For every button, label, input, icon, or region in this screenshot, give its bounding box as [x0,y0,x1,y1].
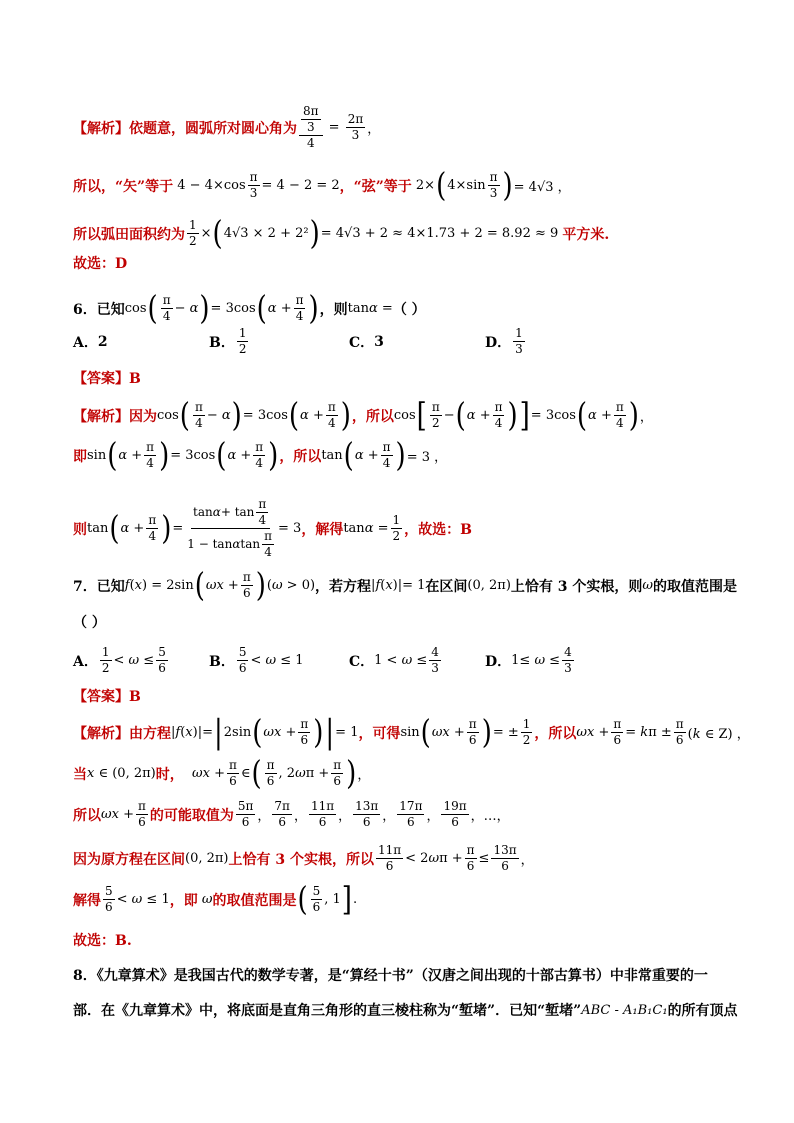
option-label: A． [73,653,98,670]
question-7-blank [73,612,106,632]
answer-7 [73,686,141,706]
question-7: 7．已知 f(x) = 2sin ( ωx + $\frac{\pi}{6}$ ) (ω > 0) ，若方程 |f(x)|= 1 在区间 (0, 2π) 上恰有 3 个实根，则 ω 的取值范围是 [73,566,738,605]
question-6-then: ，则 [319,301,348,318]
solution-6-then: 则 [73,521,87,538]
option-value: 2 [97,334,108,350]
answer-6 [73,368,141,388]
question-7-text: 7．已知 [73,578,125,595]
angle-fraction: $\frac{\frac{8\pi}{3}}{4}$ [299,104,323,151]
solution-6-line-1: 【解析】因为 cos ( $\frac{\pi}{4}$ − α ) = 3cos ( α + $\frac{\pi}{4}$ ) ，所以 cos [ $\frac{\pi}{2}$ − ( α + $\frac{\pi}{4}$ ) ] = 3cos ( α + $\frac{\pi}{4}$ ) ， [73,396,653,435]
solution-7-so: ，所以 [534,725,577,742]
solution-7-line-2: 当 x ∈ (0, 2π) 时， ωx + $\frac{\pi}{6}$ ∈ ( $\frac{\pi}{6}$ , 2ωπ + $\frac{\pi}{6}$ ) ， [73,754,371,793]
solution-7-exactly: 上恰有 3 个实根，所以 [228,851,374,868]
chord-text: ，“弦”等于 [339,178,412,195]
solution-6-so: ，所以 [351,408,394,425]
solution-5-area-line: 所以弧田面积约为 $\frac{1}{2}$ × ( 4√3 × 2 + 2² ) = 4√3 + 2 ≈ 4×1.73 + 2 = 8.92 ≈ 9 平方米. [73,214,610,253]
question-8-text-2: 部．在《九章算术》中，将底面是直角三角形的直三棱柱称为“堑堵”．已知“堑堵” [73,1003,582,1019]
question-7-paren: （ ） [73,615,106,631]
option-label: B． [209,653,235,670]
option-fraction: $\frac{1}{3}$ [515,326,523,356]
question-7-interval: 在区间 [425,578,468,595]
option-label: C． [349,653,375,670]
option-6-c[interactable] [349,332,384,352]
solution-6-that-is: 即 [73,448,87,465]
area-unit: 平方米. [562,226,610,243]
question-7-range: 的取值范围是 [653,578,738,595]
solution-7-solve: 解得 [73,892,101,909]
question-6: 6．已知 cos ( $\frac{\pi}{4}$ − α ) = 3cos ( α + $\frac{\pi}{4}$ ) ，则 tanα = （ ） [73,289,426,328]
option-label: D． [485,334,512,351]
option-6-a[interactable] [73,332,108,352]
question-8-text-3: 的所有顶点 [667,1003,738,1019]
solution-5-intro: 【解析】依题意，圆弧所对圆心角为 [73,120,297,137]
solution-7-get: ，可得 [358,725,401,742]
question-8-text-1: 8．《九章算术》是我国古代的数学专著，是“算经十书”（汉唐之间出现的十部古算书）中非常重要的一 [73,968,708,984]
option-7-a[interactable]: A． $\frac{1}{2}$ < ω ≤ $\frac{5}{6}$ [73,645,166,675]
solution-5-arrow-chord-line: 所以，“矢”等于 4 − 4×cos $\frac{\pi}{3}$ = 4 − 2 = 2 ，“弦”等于 2× ( 4×sin $\frac{\pi}{3}$ ) = 4√3 ， [73,166,571,205]
question-6-text: 6．已知 [73,301,125,318]
solution-5-answer [73,253,127,273]
arrow-text: 所以，“矢”等于 [73,178,174,195]
question-8-line-1 [73,965,708,985]
solution-5-angle-line: 【解析】依题意，圆弧所对圆心角为 $\frac{\frac{8\pi}{3}}{4}$ = $\frac{2\pi}{3}$ ， [73,104,381,150]
answer-7-text: 【答案】B [73,689,141,705]
question-8-line-2: 部．在《九章算术》中，将底面是直角三角形的直三棱柱称为“堑堵”．已知“堑堵” ABC - A₁B₁C₁ 的所有顶点 [73,1000,738,1020]
option-label: A． [73,335,98,351]
option-7-b[interactable]: B． $\frac{5}{6}$ < ω ≤ 1 [209,645,304,675]
question-7-roots: 上恰有 3 个实根，则 [510,578,643,595]
solution-6-solve: ，解得 [301,521,344,538]
solution-7-line-5: 解得 $\frac{5}{6}$ < ω ≤ 1 ，即 ω 的取值范围是 ( $\frac{5}{6}$ , 1 ] . [73,880,358,919]
question-7-if: ，若方程 [315,578,372,595]
option-7-c[interactable]: C． 1 < ω ≤ $\frac{4}{3}$ [349,645,439,675]
answer-6-text: 【答案】B [73,371,141,387]
solution-7-line-4: 因为原方程在区间 (0, 2π) 上恰有 3 个实根，所以 $\frac{11\pi}{6}$ < 2ωπ + $\frac{\pi}{6}$ ≤ $\frac{13\pi}{6}$ ， [73,843,534,873]
solution-6-choose: ，故选：B [404,521,472,538]
question-6-blank: （ ） [392,301,426,318]
choose-d: 故选：D [73,256,128,272]
solution-6-intro: 【解析】因为 [73,408,157,425]
solution-7-answer [73,930,132,950]
solution-7-intro: 【解析】由方程 [73,725,171,742]
area-text: 所以弧田面积约为 [73,226,185,243]
option-value: 3 [374,334,384,350]
option-label: C． [349,335,375,351]
solution-7-possible: 的可能取值为 [149,807,234,824]
solution-6-line-2: 即 sin ( α + $\frac{\pi}{4}$ ) = 3cos ( α + $\frac{\pi}{4}$ ) ，所以 tan ( α + $\frac{\pi}{4}$ ) = 3 ， [73,436,448,475]
solution-6-so-2: ，所以 [279,448,322,465]
solution-7-line-1: 【解析】由方程 |f(x)|= | 2sin ( ωx + $\frac{\pi}{6}$ ) | = 1 ，可得 sin ( ωx + $\frac{\pi}{6}$ ) = ± $\frac{1}{2}$ ，所以 ωx + $\frac{\pi}{6}$ = kπ ± $\frac{\pi}{6}$ (k ∈ Z) ， [73,713,750,752]
tan-sum-fraction: tan α + tan $\frac{\pi}{4}$ 1 − tan α tan $\frac{\pi}{4}$ [187,497,273,559]
option-6-b[interactable] [209,326,250,357]
solution-7-when: 当 [73,766,87,783]
option-label: B． [209,334,235,351]
solution-7-ie: ，即 [169,892,198,909]
solution-6-line-3: 则 tan ( α + $\frac{\pi}{4}$ ) = tan α + tan $\frac{\pi}{4}$ 1 − tan α tan $\frac{\pi}{4}$ = 3 ，解得 tanα = $\frac{1}{2}$ ，故选：B [73,497,472,559]
solution-7-line-3: 所以 ωx + $\frac{\pi}{6}$ 的可能取值为 $\frac{5\pi}{6}$ ， $\frac{7\pi}{6}$ ， $\frac{11\pi}{6}$ ， $\frac{13\pi}{6}$ ， $\frac{17\pi}{6}$ ， $\frac{19\pi}{6}$ ，…， [73,799,510,829]
solution-7-range: 的取值范围是 [212,892,297,909]
option-fraction: $\frac{1}{2}$ [238,326,247,356]
solution-7-so-2: 所以 [73,807,101,824]
option-6-d[interactable] [485,326,527,357]
choose-b: 故选：B. [73,933,132,949]
option-label: D． [485,653,512,670]
solution-7-time: 时， [155,766,184,783]
option-7-d[interactable]: D． 1≤ ω ≤ $\frac{4}{3}$ [485,645,572,675]
solution-7-because: 因为原方程在区间 [73,851,185,868]
